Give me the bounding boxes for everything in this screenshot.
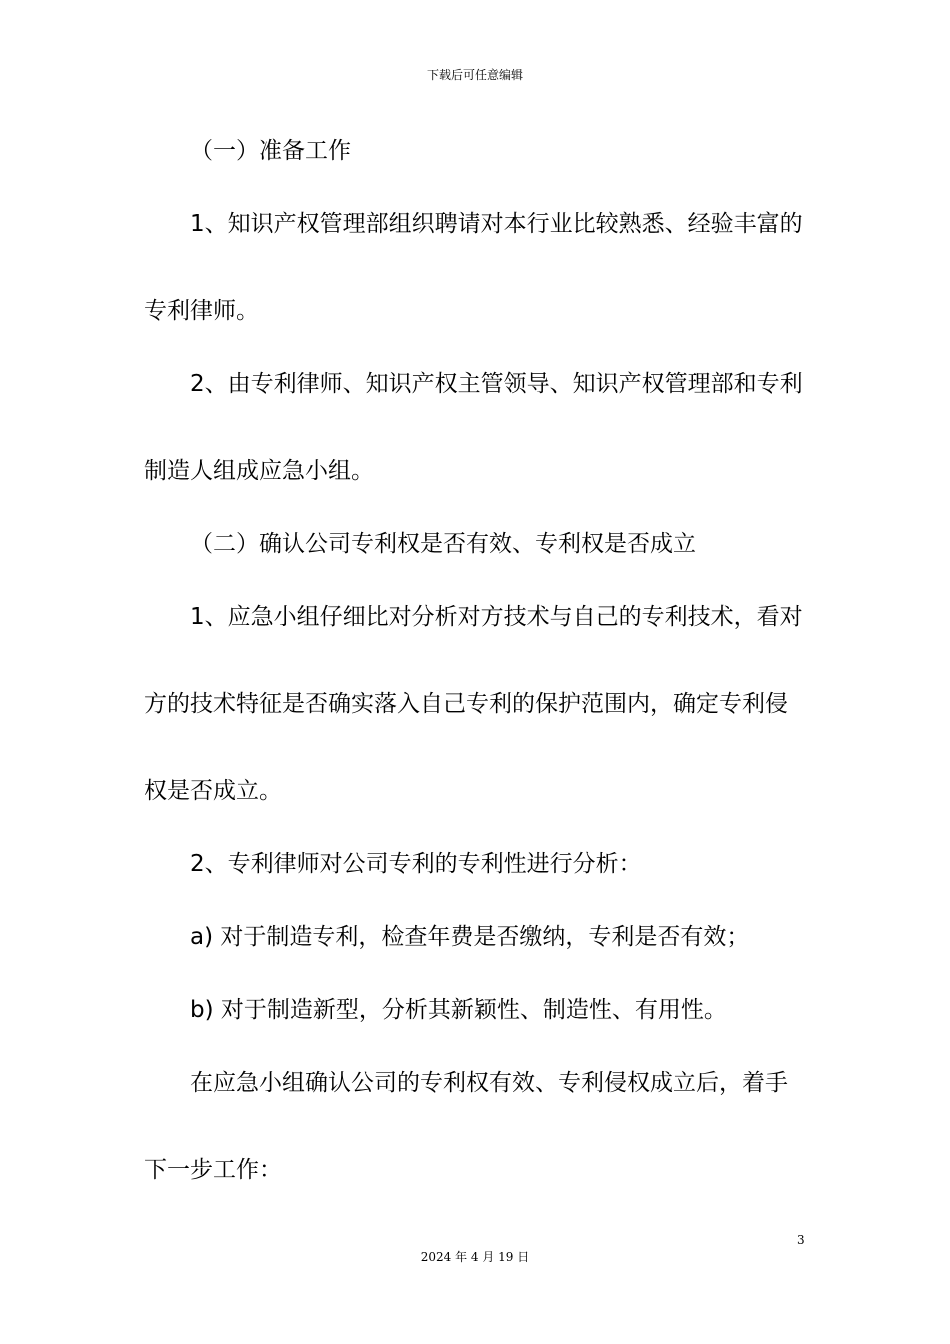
paragraph-line: 下一步工作： <box>144 1157 282 1183</box>
header-note: 下载后可任意编辑 <box>426 68 523 82</box>
list-item: a) 对于制造专利，检查年费是否缴纳，专利是否有效； <box>190 924 750 950</box>
paragraph-line: 1、知识产权管理部组织聘请对本行业比较熟悉、经验丰富的 <box>190 211 803 237</box>
paragraph-line: 专利律师。 <box>144 298 259 324</box>
section-heading-confirm-validity: （二）确认公司专利权是否有效、专利权是否成立 <box>190 531 696 557</box>
footer-date: 2024 年 4 月 19 日 <box>420 1250 530 1264</box>
paragraph-line: 2、由专利律师、知识产权主管领导、知识产权管理部和专利 <box>190 371 803 397</box>
paragraph-line: 方的技术特征是否确实落入自己专利的保护范围内，确定专利侵 <box>144 691 788 717</box>
paragraph-line: 2、专利律师对公司专利的专利性进行分析： <box>190 851 642 877</box>
section-heading-preparation: （一）准备工作 <box>190 138 351 164</box>
paragraph-line: 在应急小组确认公司的专利权有效、专利侵权成立后，着手 <box>190 1070 788 1096</box>
page-number: 3 <box>797 1233 805 1247</box>
paragraph-line: 制造人组成应急小组。 <box>144 458 374 484</box>
paragraph-line: 权是否成立。 <box>144 778 282 804</box>
list-item: b) 对于制造新型，分析其新颖性、制造性、有用性。 <box>190 997 727 1023</box>
paragraph-line: 1、应急小组仔细比对分析对方技术与自己的专利技术，看对 <box>190 604 803 630</box>
